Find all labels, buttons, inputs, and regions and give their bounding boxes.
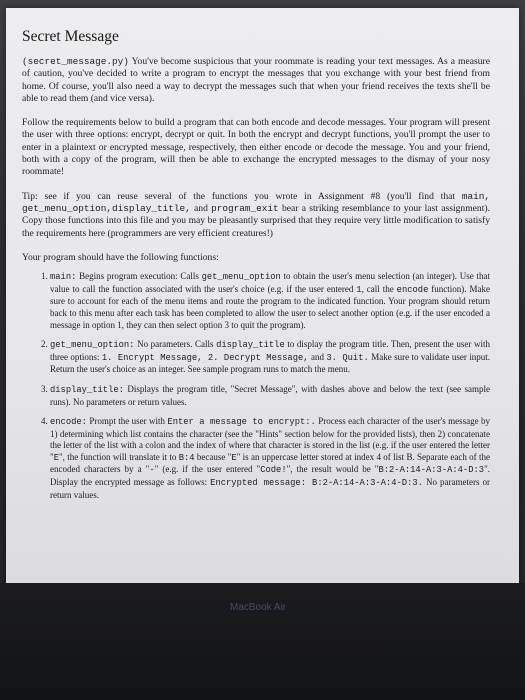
tip-code-menu: get_menu_option, — [22, 202, 113, 214]
functions-list — [22, 271, 490, 501]
item-code: display_title — [216, 340, 285, 351]
intro-paragraph — [22, 56, 490, 105]
item-code: Enter a message to encrypt:. — [167, 417, 316, 428]
item-code: 1. Encrypt Message, 2. Decrypt Message, — [101, 352, 309, 363]
item-code: B:4 — [178, 452, 195, 463]
item-text: " (e.g. if the user entered " — [154, 464, 261, 475]
item-text: Process each character of the user's message by 1) determining which list contains the character (see the "Hints" section below for the provided lists), then 2) concatenate the letter of the list with a colon and the index of where that character is stored in the list (e.g. if the user entered the letter " — [50, 416, 491, 462]
tip-code-title: display_title, — [112, 202, 191, 214]
item-text: ", the result would be " — [286, 464, 379, 475]
item-code: B:2-A:14-A:3-A:4-D:3 — [378, 465, 485, 476]
item-text: Begins program execution: Calls — [76, 271, 202, 282]
item-text: Make sure to validate user input. Return the user's choice as an integer. See sample program runs to match the menu. — [50, 351, 490, 375]
tip-text-1: Tip: see if you can reuse several of the functions you wrote in Assignment #8 (you'll find that — [22, 190, 462, 202]
item-text: because " — [194, 451, 232, 462]
item-code: 3. Quit. — [326, 352, 369, 363]
tip-text-3: bear a striking resemblance to your last assignment). Copy those functions into this file and you may be pleasantly surprised that they require very little modification to satisfy the requirements here (programmers are very efficient creatures!) — [22, 202, 490, 239]
function-name: main: — [50, 272, 77, 283]
intro-text: You've become suspicious that your roommate is reading your text messages. As a measure of caution, you've decided to write a program to encrypt the messages that you exchange with your best friend from home. Of course, you'll also need a way to decrypt the messages such that when your friend receives the texts she'll be able to read them (and vice versa). — [22, 56, 490, 104]
tip-paragraph — [22, 191, 490, 240]
list-item-display-title — [50, 384, 490, 408]
function-name: encode: — [50, 417, 87, 428]
item-text: ". Display the encrypted message as follows: — [50, 464, 490, 488]
laptop-brand-label: MacBook Air — [230, 602, 287, 613]
filename-code: (secret_message.py) — [22, 56, 129, 67]
item-code: get_menu_option — [201, 272, 281, 283]
item-code: E — [53, 452, 59, 463]
item-code: 1 — [356, 284, 362, 295]
item-text: Prompt the user with — [86, 416, 168, 427]
item-code: E — [231, 452, 237, 463]
item-text: ", the function will translate it to — [58, 451, 179, 462]
tip-code-main: main, — [461, 190, 490, 202]
laptop-bezel — [0, 583, 525, 700]
tip-text-2: and — [190, 202, 212, 214]
item-text: Displays the program title, "Secret Message", with dashes above and below the text (see sample runs). No parameters or return values. — [50, 383, 490, 407]
list-item-encode — [50, 416, 490, 501]
item-code: Encrypted message: B:2-A:14-A:3-A:4-D:3. — [210, 478, 423, 489]
item-text: to obtain the user's menu selection (an integer). Use that value to call the function associated with the user's choice (e.g. if the user entered — [50, 271, 490, 294]
page-title: Secret Message — [22, 28, 119, 45]
item-text: No parameters or return values. — [50, 477, 490, 500]
functions-intro: Your program should have the following functions: — [22, 251, 219, 263]
list-item-main — [50, 271, 490, 331]
item-text: " is an uppercase letter stored at index 4 of list B. Separate each of the encoded characters by a " — [50, 451, 490, 475]
tip-code-exit: program_exit — [211, 202, 279, 214]
list-item-get-menu-option — [50, 339, 490, 376]
document-page — [6, 8, 519, 583]
item-text: to display the program title. Then, present the user with three options: — [50, 339, 490, 362]
item-code: Code! — [260, 465, 287, 476]
function-name: get_menu_option: — [50, 340, 135, 351]
item-text: function). Make sure to account for each of the menu items and route the program to the indicated function. Your program should return back to this menu after each task has been completed to allow the user to select another option (e.g. if the user encoded a message in option 1, they can then select option 3 to quit the program). — [50, 283, 490, 330]
item-text: , call the — [361, 283, 397, 294]
item-text: No parameters. Calls — [134, 339, 217, 350]
function-name: display_title: — [50, 384, 124, 395]
document-content — [22, 28, 490, 509]
item-code: - — [149, 465, 155, 476]
requirements-paragraph: Follow the requirements below to build a program that can both encode and decode messages. Your program will present the user with three options: encrypt, decrypt or quit. In both the encrypt and decrypt functions, you'll prompt the user to enter in a plaintext or encrypted message, respectively, then either encode or decode the message. You and your friend, both with a copy of the program, will then be able to exchange the encrypted messages to the dismay of your nosy roommate! — [22, 117, 490, 178]
item-code: encode — [396, 284, 429, 295]
item-text: and — [308, 351, 327, 362]
